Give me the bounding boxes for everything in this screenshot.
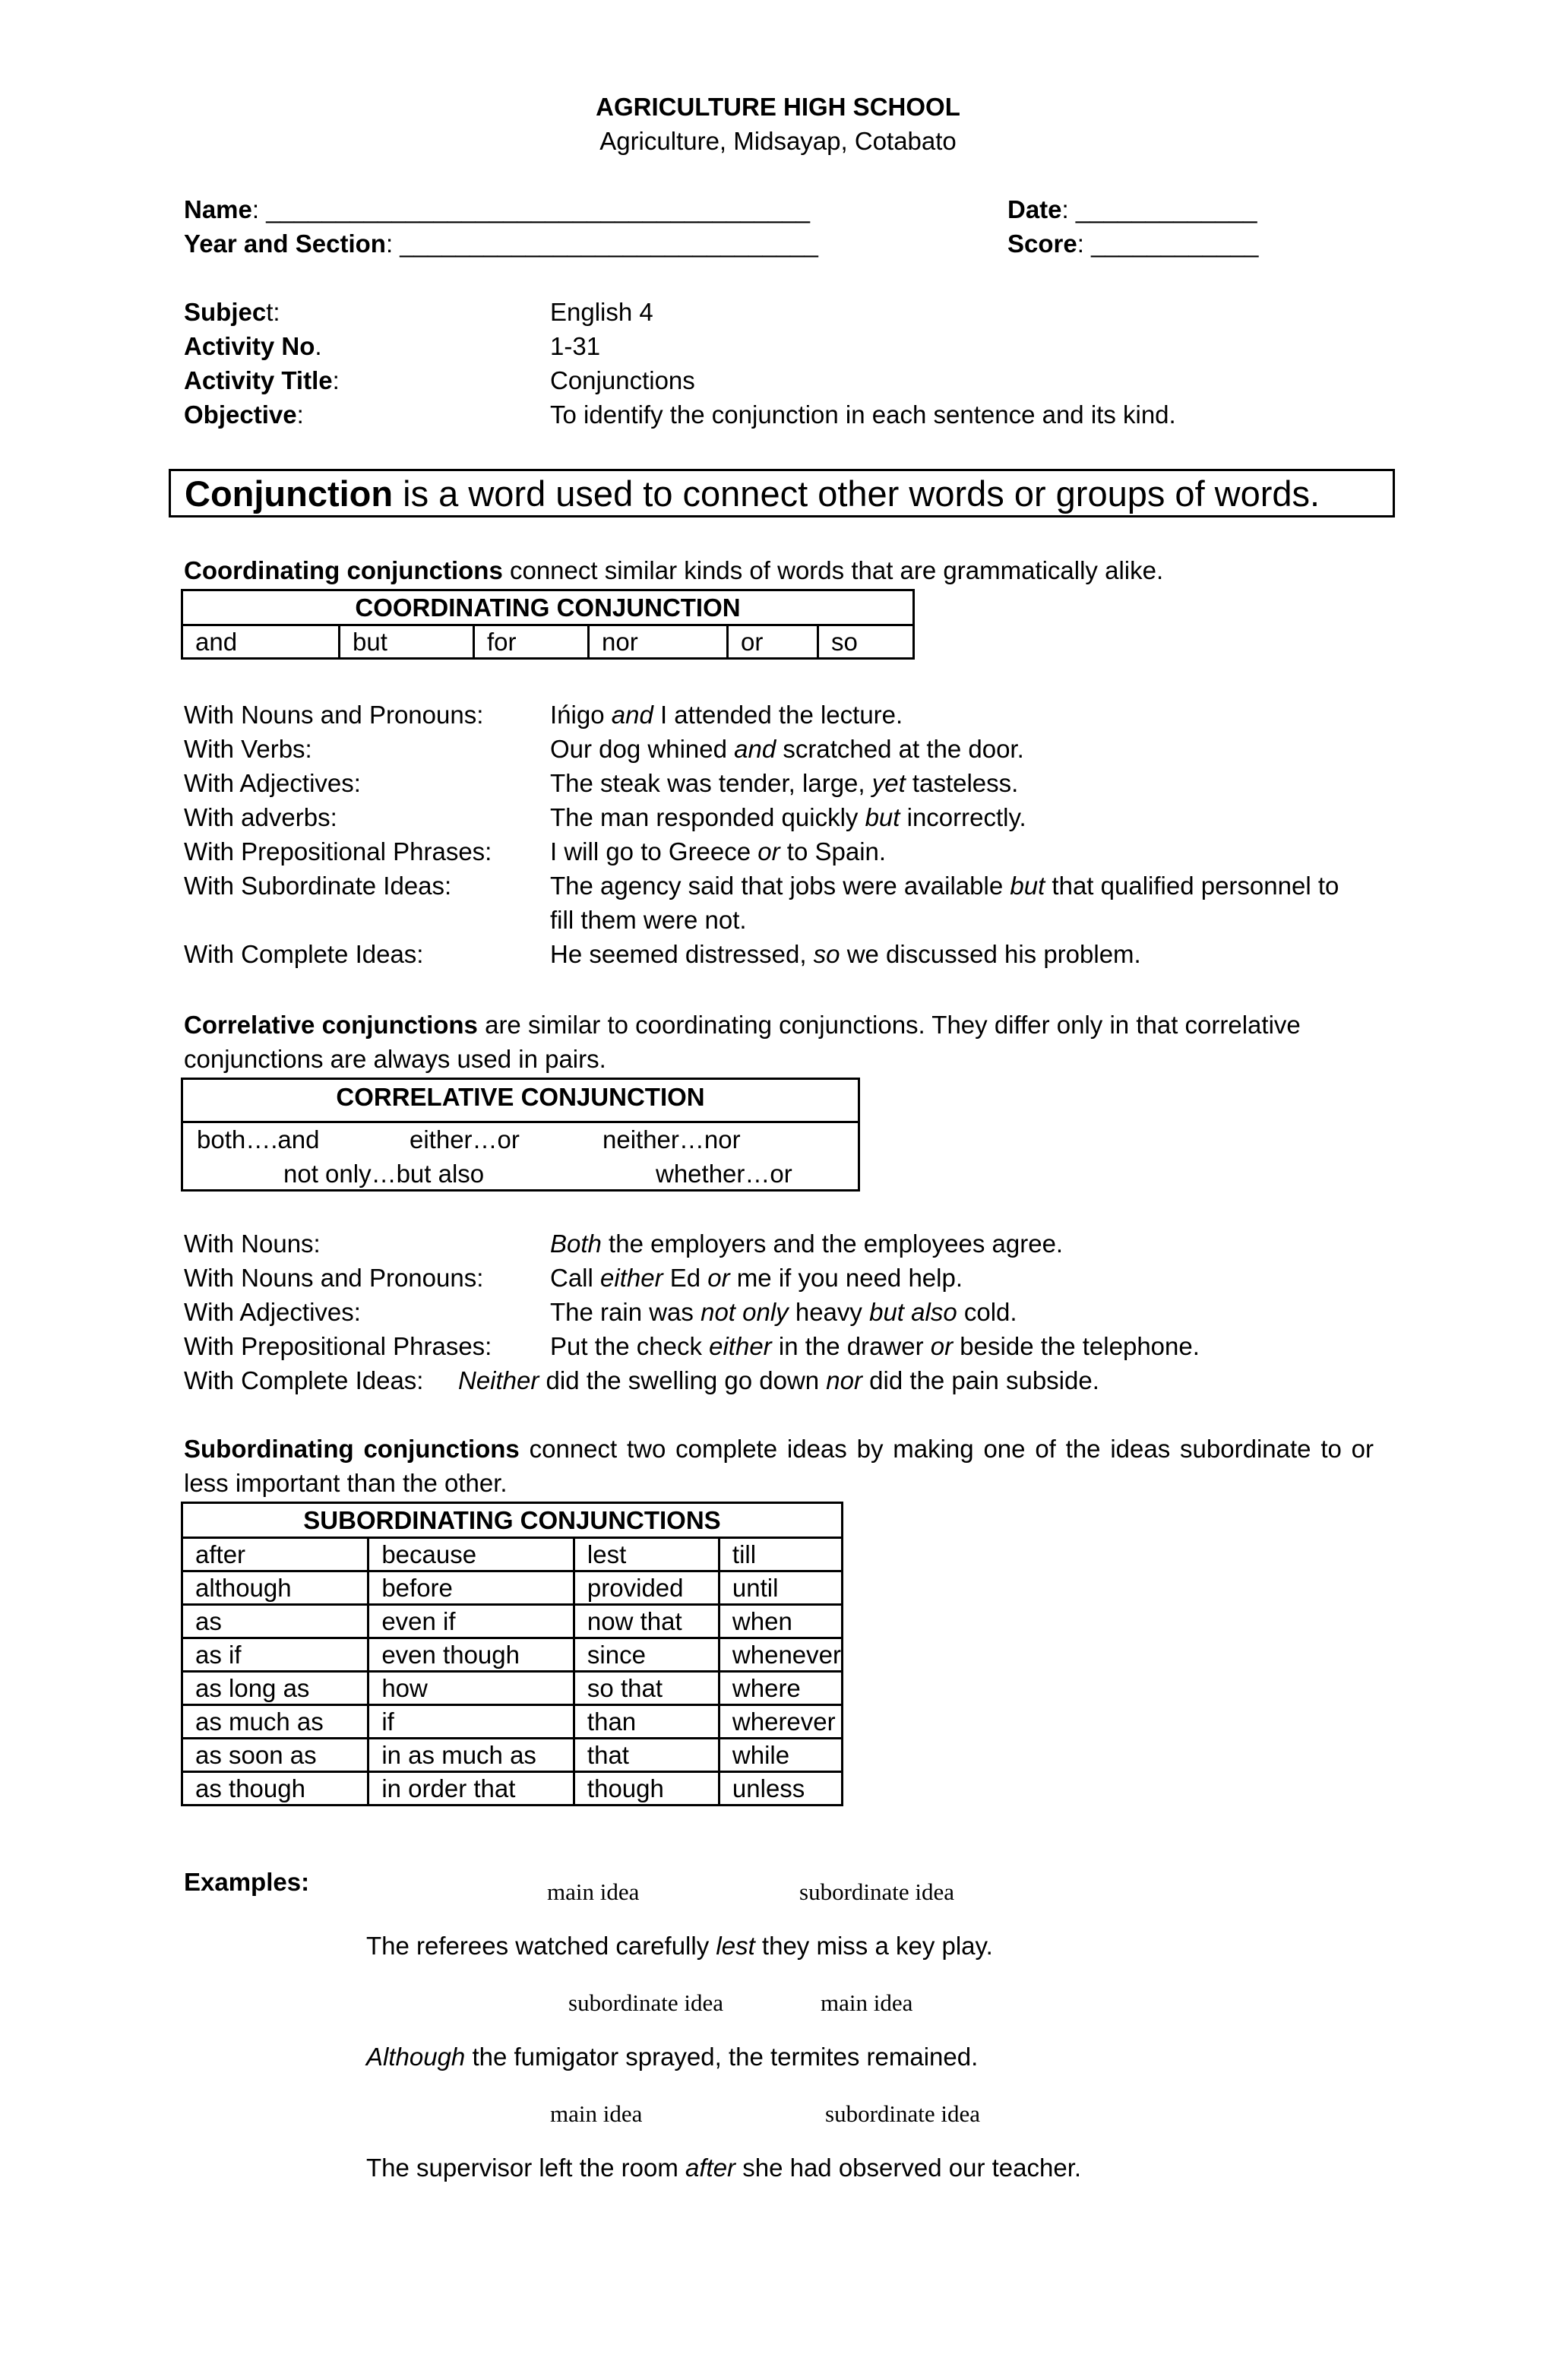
table-cell: in order that — [368, 1772, 574, 1806]
year-label: Year and Section — [184, 229, 386, 258]
example-sentence — [550, 1332, 1200, 1361]
info-label: Subject: — [184, 298, 280, 326]
sentence-text: the fumigator sprayed, the termites remained. — [465, 2043, 979, 2071]
table-cell: as long as — [182, 1672, 368, 1705]
example-sentence — [550, 1230, 1063, 1258]
sentence-text: Put the check — [550, 1332, 710, 1360]
sentence-text: tasteless. — [905, 769, 1019, 797]
table-cell: that — [574, 1739, 719, 1772]
table-row — [182, 1605, 843, 1638]
info-label: Objective: — [184, 400, 304, 429]
info-label: Activity No. — [184, 332, 322, 360]
info-value: Conjunctions — [550, 366, 695, 394]
sentence-text: The agency said that jobs were available — [550, 872, 1010, 900]
conjunction-word: but also — [869, 1298, 957, 1326]
score-label: Score — [1007, 229, 1077, 258]
info-row — [0, 298, 1556, 328]
example-sentence-cont: fill them were not. — [550, 906, 747, 934]
date-line: _____________ — [1075, 195, 1257, 223]
sentence-text: cold. — [957, 1298, 1017, 1326]
year-line: ______________________________ — [400, 229, 818, 258]
table-cell: but — [340, 625, 474, 659]
sentence-text: the employers and the employees agree. — [601, 1230, 1064, 1258]
correlative-intro: Correlative conjunctions are similar to coordinating conjunctions. They differ only in that correlative — [184, 1011, 1301, 1039]
table-row — [182, 1705, 843, 1739]
sentence-text: that qualified personnel to — [1045, 872, 1339, 900]
example-sentence — [550, 837, 886, 866]
example-sentence — [366, 1932, 993, 1961]
idea-tag: subordinate idea — [825, 2100, 981, 2127]
definition-term: Conjunction — [185, 473, 394, 514]
sentence-text: The rain was — [550, 1298, 701, 1326]
example-sentence — [366, 2154, 1081, 2182]
coordinating-table — [181, 589, 915, 660]
sentence-text: He seemed distressed, — [550, 940, 814, 968]
table-row — [182, 1772, 843, 1806]
example-sentence — [550, 872, 1339, 900]
info-value: To identify the conjunction in each sentence and its kind. — [550, 400, 1176, 429]
table-row — [182, 1571, 843, 1605]
name-label: Name — [184, 195, 252, 223]
idea-tag: main idea — [550, 2100, 643, 2127]
sentence-text: The supervisor left the room — [366, 2154, 686, 2182]
sentence-text: beside the telephone. — [953, 1332, 1200, 1360]
table-cell: nor — [589, 625, 728, 659]
example-sentence — [550, 701, 903, 730]
example-label: With Verbs: — [184, 735, 312, 763]
table-row — [182, 1672, 843, 1705]
school-name: AGRICULTURE HIGH SCHOOL — [596, 93, 960, 121]
conjunction-word: but — [865, 803, 900, 831]
table-cell: until — [719, 1571, 842, 1605]
example-label: With Adjectives: — [184, 1298, 361, 1326]
name-line: _______________________________________ — [266, 195, 811, 223]
sentence-text: The man responded quickly — [550, 803, 865, 831]
sentence-text: I attended the lecture. — [653, 701, 903, 729]
info-value: English 4 — [550, 298, 653, 326]
score-line: ____________ — [1091, 229, 1259, 258]
example-label: With Prepositional Phrases: — [184, 1332, 492, 1360]
info-row — [0, 332, 1556, 362]
table-cell: wherever — [719, 1705, 842, 1739]
correlative-intro-line2: conjunctions are always used in pairs. — [184, 1045, 606, 1073]
table-cell: or — [728, 625, 818, 659]
table-cell: neither…nor — [602, 1125, 741, 1154]
table-cell: not only…but also — [283, 1160, 485, 1188]
example-sentence — [550, 1264, 963, 1293]
table-cell: though — [574, 1772, 719, 1806]
example-label: With Nouns and Pronouns: — [184, 701, 484, 729]
table-cell: as much as — [182, 1705, 368, 1739]
example-label: With Complete Ideas: — [184, 940, 424, 968]
info-row — [0, 400, 1556, 431]
conjunction-word: Although — [366, 2043, 466, 2071]
sentence-text: heavy — [788, 1298, 870, 1326]
coordinating-table-title: COORDINATING CONJUNCTION — [182, 590, 914, 625]
example-sentence — [550, 1298, 1017, 1327]
example-label: With Nouns: — [184, 1230, 321, 1258]
conjunction-word: so — [813, 940, 840, 968]
sentence-text: they miss a key play. — [754, 1932, 993, 1960]
sentence-text: she had observed our teacher. — [735, 2154, 1082, 2182]
sentence-text: Ińigo — [550, 701, 612, 729]
conjunction-word: or — [930, 1332, 954, 1360]
table-row — [182, 1638, 843, 1672]
table-row — [182, 1538, 843, 1571]
table-cell: after — [182, 1538, 368, 1571]
idea-tag: subordinate idea — [568, 1989, 724, 2016]
sentence-text: The referees watched carefully — [366, 1932, 716, 1960]
idea-tag: main idea — [821, 1989, 913, 2016]
sentence-text: Call — [550, 1264, 601, 1292]
table-row — [182, 1739, 843, 1772]
idea-tag: main idea — [547, 1878, 640, 1905]
table-cell: before — [368, 1571, 574, 1605]
subordinating-table — [181, 1502, 843, 1806]
score-field: Score: ____________ — [1007, 229, 1259, 258]
info-value: 1-31 — [550, 332, 601, 360]
table-cell: till — [719, 1538, 842, 1571]
subordinating-table-title: SUBORDINATING CONJUNCTIONS — [182, 1503, 843, 1538]
year-section-field: Year and Section: ______________________________ — [184, 229, 818, 258]
sentence-text: Our dog whined — [550, 735, 735, 763]
example-label: With Complete Ideas: — [184, 1366, 424, 1394]
sentence-text: incorrectly. — [900, 803, 1026, 831]
subordinating-intro-line2: less important than the other. — [184, 1469, 508, 1497]
example-sentence — [550, 803, 1026, 832]
table-cell: and — [182, 625, 340, 659]
coordinating-intro: Coordinating conjunctions connect similar kinds of words that are grammatically alike. — [184, 556, 1164, 584]
conjunction-word: Neither — [458, 1366, 539, 1394]
sentence-text: did the swelling go down — [539, 1366, 827, 1394]
table-cell: lest — [574, 1538, 719, 1571]
table-cell: so that — [574, 1672, 719, 1705]
conjunction-word: and — [611, 701, 653, 729]
table-cell: if — [368, 1705, 574, 1739]
example-label: With adverbs: — [184, 803, 337, 831]
info-label: Activity Title: — [184, 366, 340, 394]
name-field: Name: _______________________________________ — [184, 195, 811, 223]
correlative-table — [181, 1078, 860, 1192]
conjunction-word: not only — [701, 1298, 789, 1326]
table-cell: even though — [368, 1638, 574, 1672]
conjunction-word: or — [707, 1264, 730, 1292]
conjunction-word: or — [757, 837, 780, 866]
definition-box — [169, 469, 1395, 517]
conjunction-word: nor — [826, 1366, 862, 1394]
example-sentence — [458, 1366, 1099, 1395]
example-label: With Adjectives: — [184, 769, 361, 797]
conjunction-word: but — [1010, 872, 1045, 900]
table-cell: as if — [182, 1638, 368, 1672]
table-cell: where — [719, 1672, 842, 1705]
example-label: With Prepositional Phrases: — [184, 837, 492, 866]
example-sentence — [366, 2043, 978, 2071]
idea-tag: subordinate idea — [799, 1878, 955, 1905]
sentence-text: Ed — [663, 1264, 708, 1292]
table-cell: now that — [574, 1605, 719, 1638]
example-label: With Subordinate Ideas: — [184, 872, 452, 900]
sentence-text: scratched at the door. — [776, 735, 1024, 763]
example-sentence — [550, 735, 1024, 764]
conjunction-word: and — [734, 735, 776, 763]
sentence-text: The steak was tender, large, — [550, 769, 872, 797]
sentence-text: in the drawer — [771, 1332, 931, 1360]
table-cell: although — [182, 1571, 368, 1605]
date-field: Date: _____________ — [1007, 195, 1257, 223]
info-row — [0, 366, 1556, 397]
conjunction-word: either — [600, 1264, 663, 1292]
conjunction-word: Both — [550, 1230, 602, 1258]
conjunction-word: yet — [871, 769, 906, 797]
conjunction-word: lest — [716, 1932, 755, 1960]
sentence-text: did the pain subside. — [862, 1366, 1099, 1394]
table-cell: while — [719, 1739, 842, 1772]
school-address: Agriculture, Midsayap, Cotabato — [599, 127, 957, 155]
table-cell: since — [574, 1638, 719, 1672]
subordinating-intro: Subordinating conjunctions connect two complete ideas by making one of the ideas subordinate to or — [184, 1435, 1374, 1463]
sentence-text: we discussed his problem. — [840, 940, 1141, 968]
example-sentence — [550, 940, 1141, 969]
table-divider — [183, 1121, 858, 1123]
table-cell: how — [368, 1672, 574, 1705]
conjunction-word: after — [685, 2154, 736, 2182]
table-cell: than — [574, 1705, 719, 1739]
table-cell: for — [474, 625, 589, 659]
table-cell: both….and — [197, 1125, 320, 1154]
table-cell: as — [182, 1605, 368, 1638]
definition-text: Conjunction is a word used to connect other words or groups of words. — [185, 473, 1320, 514]
table-cell: whenever — [719, 1638, 842, 1672]
table-cell: whether…or — [656, 1160, 792, 1188]
table-cell: as though — [182, 1772, 368, 1806]
table-cell: because — [368, 1538, 574, 1571]
table-cell: unless — [719, 1772, 842, 1806]
example-sentence — [550, 769, 1018, 798]
conjunction-word: either — [709, 1332, 772, 1360]
table-cell: either…or — [410, 1125, 520, 1154]
table-cell: provided — [574, 1571, 719, 1605]
sentence-text: to Spain. — [780, 837, 887, 866]
table-cell: even if — [368, 1605, 574, 1638]
table-cell: in as much as — [368, 1739, 574, 1772]
examples-heading: Examples: — [184, 1868, 310, 1896]
table-cell: as soon as — [182, 1739, 368, 1772]
correlative-table-title: CORRELATIVE CONJUNCTION — [336, 1083, 705, 1111]
date-label: Date — [1007, 195, 1062, 223]
table-cell: when — [719, 1605, 842, 1638]
sentence-text: me if you need help. — [729, 1264, 963, 1292]
sentence-text: I will go to Greece — [550, 837, 758, 866]
example-label: With Nouns and Pronouns: — [184, 1264, 484, 1292]
table-cell: so — [818, 625, 914, 659]
